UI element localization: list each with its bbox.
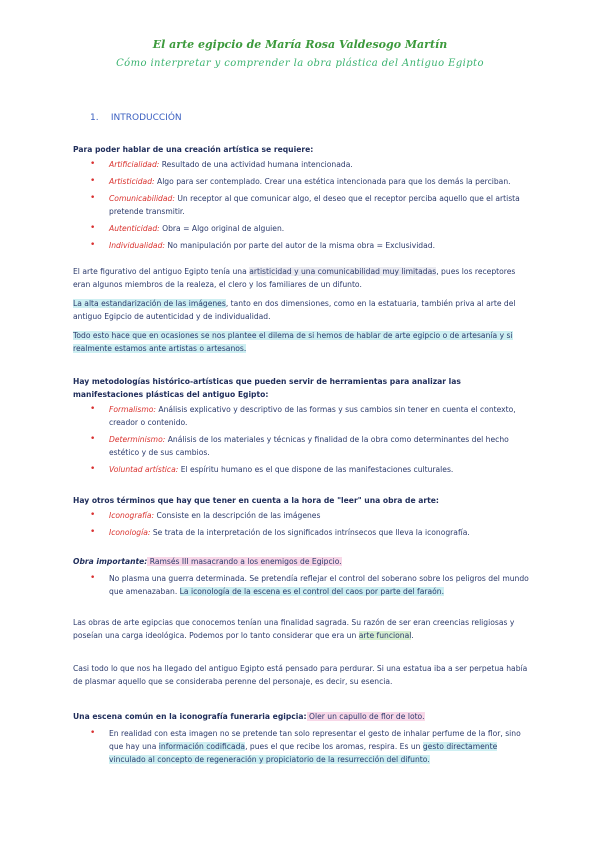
highlight-text: La alta estandarización de las imágenes <box>73 299 226 308</box>
paragraph-text: No plasma una guerra determinada. Se pretendía reflejar el control del soberano sobre los peligros del mundo que amenazaban. <box>109 574 529 596</box>
section-number: 1. <box>90 113 99 123</box>
document-title: El arte egipcio de María Rosa Valdesogo Martín <box>152 38 448 51</box>
paragraph-standardization <box>73 297 529 323</box>
funerary-list <box>73 727 529 766</box>
bullet-icon: • <box>90 573 96 583</box>
methods-heading: Hay metodologías histórico-artísticas que pueden servir de herramientas para analizar las manifestaciones plásticas del antiguo Egipto: <box>73 377 461 399</box>
highlight-text: La iconología de la escena es el control del caos por parte del faraón. <box>179 587 445 596</box>
paragraph-perdurar <box>73 662 529 688</box>
list-item <box>73 463 529 476</box>
list-item <box>73 526 529 539</box>
bullet-icon: • <box>90 159 96 169</box>
funerary-block <box>73 710 529 770</box>
bullet-icon: • <box>90 193 96 203</box>
term-label: Comunicabilidad: <box>109 194 175 203</box>
methods-list <box>73 403 529 476</box>
terms-list <box>73 509 529 539</box>
terms-block <box>73 494 529 543</box>
term-text: Análisis explicativo y descriptivo de las formas y sus cambios sin tener en cuenta el contexto, creador o contenido. <box>109 405 516 427</box>
section-heading <box>90 113 182 123</box>
term-label: Iconología: <box>109 528 151 537</box>
funerary-line <box>73 710 529 723</box>
term-text: Algo para ser contemplado. Crear una estética intencionada para que los demás la perciban. <box>154 177 511 186</box>
important-list <box>73 572 529 598</box>
list-item <box>73 239 529 252</box>
highlight-text: gesto directamente vinculado al concepto de regeneración y propiciatorio de la resurrección del difunto. <box>109 742 498 764</box>
bullet-icon: • <box>90 510 96 520</box>
section-label: INTRODUCCIÓN <box>110 113 182 123</box>
term-text: El espíritu humano es el que dispone de las manifestaciones culturales. <box>178 465 454 474</box>
term-text: Obra = Algo original de alguien. <box>159 224 285 233</box>
term-text: Resultado de una actividad humana intencionada. <box>159 160 353 169</box>
document-subtitle: Cómo interpretar y comprender la obra plástica del Antiguo Egipto <box>116 58 484 69</box>
bullet-icon: • <box>90 728 96 738</box>
bullet-icon: • <box>90 434 96 444</box>
important-value: Ramsés III masacrando a los enemigos de Egipcio. <box>147 557 342 566</box>
list-item <box>73 222 529 235</box>
term-label: Autenticidad: <box>109 224 160 233</box>
bullet-icon: • <box>90 223 96 233</box>
paragraph-text: , tanto en dos dimensiones, como en la estatuaria, también priva al arte del antiguo Egipcio de autenticidad y de individualidad. <box>73 299 516 321</box>
highlight-text: artisticidad y una comunicabilidad muy limitadas <box>249 267 437 276</box>
list-item <box>73 403 529 429</box>
term-label: Artificialidad: <box>109 160 160 169</box>
term-text: Se trata de la interpretación de los significados intrínsecos que lleva la iconografía. <box>150 528 470 537</box>
bullet-icon: • <box>90 527 96 537</box>
list-item <box>73 572 529 598</box>
paragraph-text: El arte figurativo del antiguo Egipto tenía una <box>73 267 250 276</box>
intro-list <box>73 158 529 252</box>
paragraph-text: Casi todo lo que nos ha llegado del antiguo Egipto está pensado para perdurar. Si una estatua iba a ser perpetua había de plasmar aquello que se consideraba perenne del personaje, es decir, su esencia. <box>73 664 528 686</box>
term-text: Consiste en la descripción de las imágenes <box>154 511 321 520</box>
paragraph-dilemma <box>73 329 529 355</box>
term-label: Determinismo: <box>109 435 166 444</box>
term-text: Un receptor al que comunicar algo, el deseo que el receptor perciba aquello que el artista pretende transmitir. <box>109 194 520 216</box>
paragraph-text: . <box>411 631 414 640</box>
intro-heading: Para poder hablar de una creación artística se requiere: <box>73 145 314 154</box>
list-item <box>73 158 529 171</box>
list-item <box>73 433 529 459</box>
term-text: No manipulación por parte del autor de la misma obra = Exclusividad. <box>164 241 436 250</box>
highlight-text: información codificada <box>158 742 246 751</box>
important-label: Obra importante: <box>73 557 148 566</box>
term-text: Análisis de los materiales y técnicas y finalidad de la obra como determinantes del hecho estético y de sus cambios. <box>109 435 509 457</box>
bullet-icon: • <box>90 464 96 474</box>
intro-block <box>73 143 529 256</box>
paragraph-text: , pues los receptores eran algunos miembros de la realeza, el clero y los familiares de un difunto. <box>73 267 516 289</box>
paragraph-sacred <box>73 616 529 642</box>
list-item <box>73 727 529 766</box>
methods-block <box>73 375 529 480</box>
highlight-text: arte funcional <box>358 631 412 640</box>
term-label: Formalismo: <box>109 405 156 414</box>
paragraph-text: , pues el que recibe los aromas, respira. Es un <box>245 742 423 751</box>
bullet-icon: • <box>90 176 96 186</box>
term-label: Iconografía: <box>109 511 155 520</box>
bullet-icon: • <box>90 404 96 414</box>
bullet-icon: • <box>90 240 96 250</box>
list-item <box>73 509 529 522</box>
funerary-label: Una escena común en la iconografía funeraria egipcia: <box>73 712 307 721</box>
paragraph-text: En realidad con esta imagen no se pretende tan solo representar el gesto de inhalar perfume de la flor, sino que hay una <box>109 729 521 751</box>
important-block <box>73 555 529 602</box>
paragraph-text: Las obras de arte egipcias que conocemos tenían una finalidad sagrada. Su razón de ser eran creencias religiosas y poseían una carga ideológica. Podemos por lo tanto considerar que era un <box>73 618 515 640</box>
highlight-text: Todo esto hace que en ocasiones se nos plantee el dilema de si hemos de hablar de arte egipcio o de artesanía y si realmente estamos ante artistas o artesanos. <box>73 331 513 353</box>
important-line <box>73 555 529 568</box>
term-label: Individualidad: <box>109 241 165 250</box>
term-label: Artisticidad: <box>109 177 155 186</box>
paragraph-figurative <box>73 265 529 291</box>
list-item <box>73 175 529 188</box>
terms-heading: Hay otros términos que hay que tener en cuenta a la hora de "leer" una obra de arte: <box>73 496 439 505</box>
funerary-value: Oler un capullo de flor de loto. <box>306 712 425 721</box>
term-label: Voluntad artística: <box>109 465 179 474</box>
list-item <box>73 192 529 218</box>
